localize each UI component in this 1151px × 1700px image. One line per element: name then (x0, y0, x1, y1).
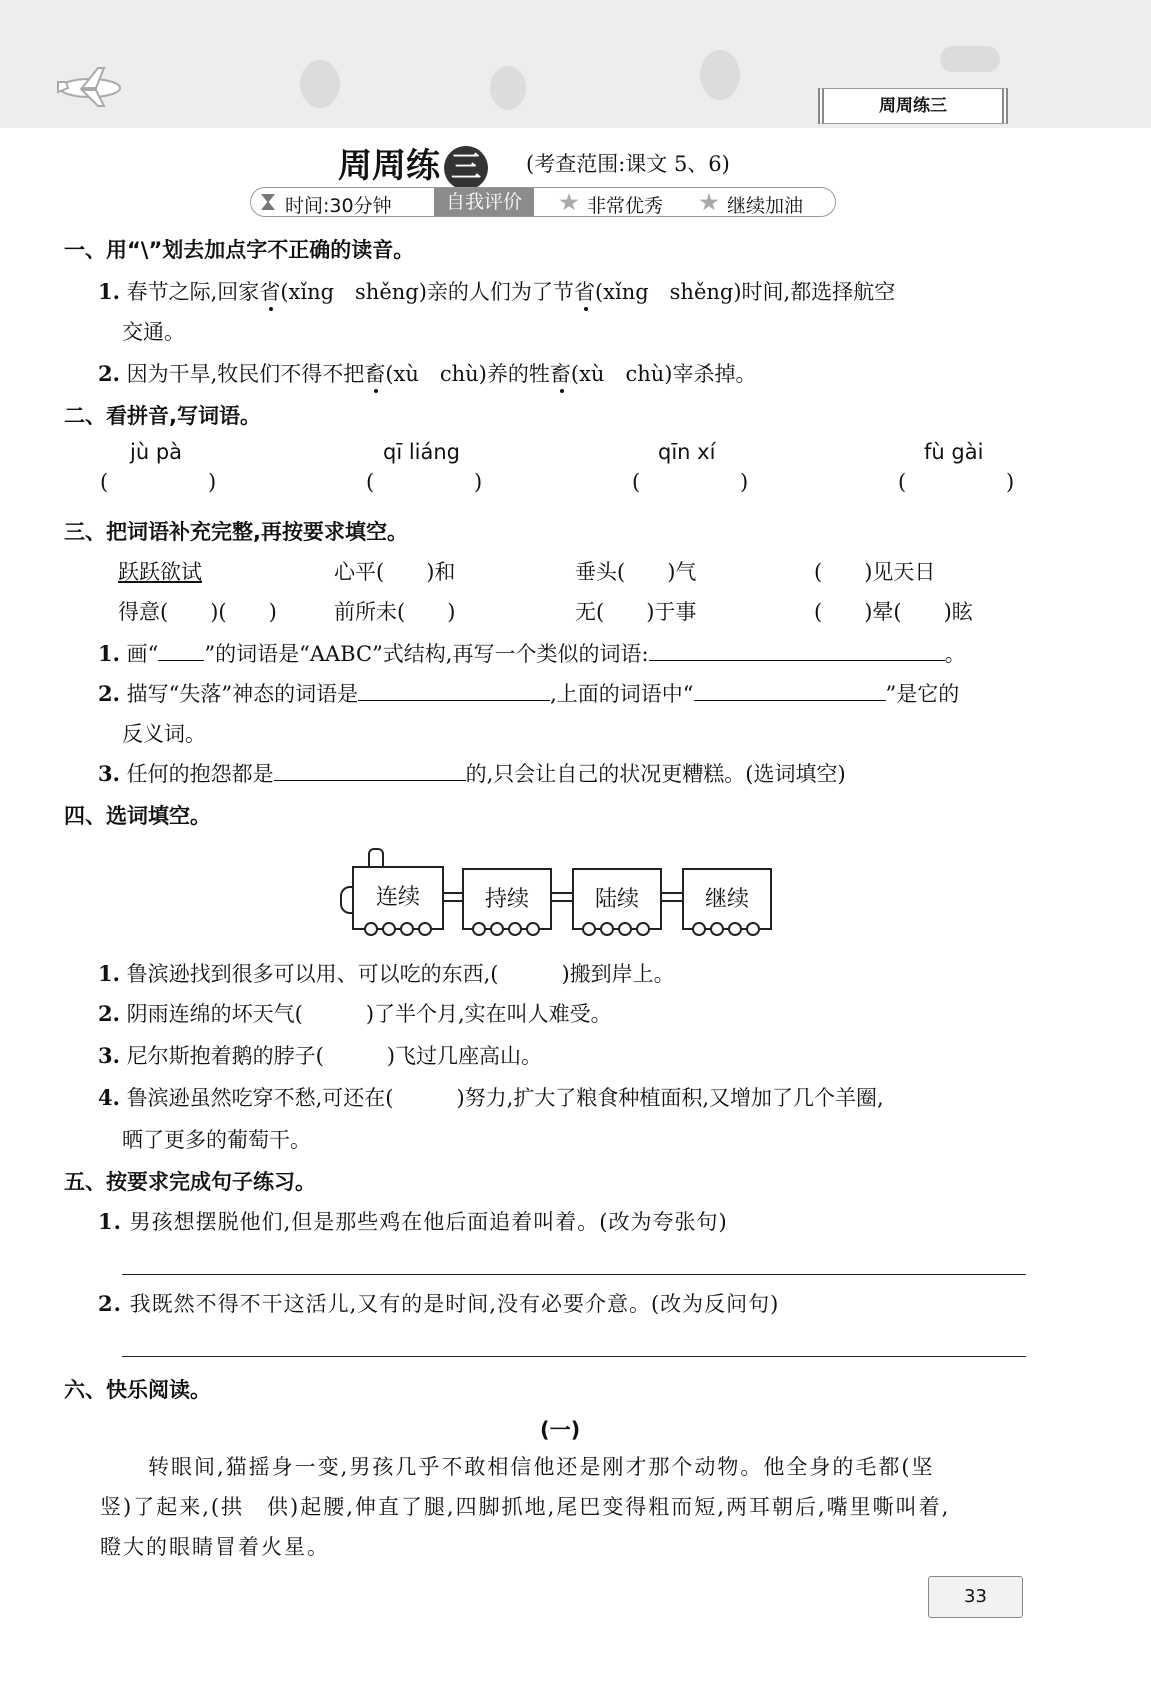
answer-blank[interactable] (358, 700, 550, 701)
s5-q1: 1. 男孩想摆脱他们,但是那些鸡在他后面追着叫着。(改为夸张句) (98, 1209, 728, 1234)
idiom-r1-4: ( )见天日 (814, 560, 936, 584)
idiom-r2-1: 得意( )( ) (118, 600, 277, 624)
underline-sample (158, 660, 204, 661)
s3-q3: 3. 任何的抱怨都是 的,只会让自己的状况更糟糕。(选词填空) (98, 761, 846, 786)
page-title (338, 138, 488, 190)
wheel-icon (692, 922, 706, 936)
answer-box-close: ) (474, 470, 483, 494)
answer-box-close: ) (740, 470, 749, 494)
reading-subheading: (一) (540, 1418, 581, 1442)
idiom-r2-4: ( )晕( )眩 (814, 600, 973, 624)
hourglass-icon (261, 194, 275, 210)
s1-q1-cont: 交通。 (122, 320, 185, 344)
wheel-icon (400, 922, 414, 936)
s3-q1: 1. 画“ ”的词语是“AABC”式结构,再写一个类似的词语: 。 (98, 641, 966, 666)
airplane-icon (52, 62, 124, 110)
idiom-r2-3: 无( )于事 (575, 600, 697, 624)
wheel-icon (710, 922, 724, 936)
header-tab: 周周练三 (818, 88, 1008, 124)
wheel-icon (490, 922, 504, 936)
eval-option-excellent[interactable]: 非常优秀 (587, 195, 664, 217)
answer-box-open: ( (898, 470, 907, 494)
s5-q2: 2. 我既然不得不干这活儿,又有的是时间,没有必要介意。(改为反问句) (98, 1291, 780, 1316)
wheel-icon (582, 922, 596, 936)
section-4-heading: 四、选词填空。 (64, 804, 211, 828)
wheel-icon (418, 922, 432, 936)
balloon-icon (700, 50, 740, 100)
train-illustration (340, 846, 780, 940)
answer-box-open: ( (100, 470, 109, 494)
idiom-r1-3: 垂头( )气 (575, 560, 697, 584)
answer-line[interactable] (122, 1274, 1026, 1275)
train-car-2: 持续 (462, 868, 552, 930)
eval-tag: 自我评价 (434, 188, 534, 216)
s4-q2: 2. 阴雨连绵的坏天气( )了半个月,实在叫人难受。 (98, 1001, 612, 1026)
answer-box-open: ( (366, 470, 375, 494)
dotted-char: 畜 (364, 362, 386, 386)
section-6-heading: 六、快乐阅读。 (64, 1378, 211, 1402)
wheel-icon (636, 922, 650, 936)
answer-line[interactable] (122, 1356, 1026, 1357)
wheel-icon (746, 922, 760, 936)
section-5-heading: 五、按要求完成句子练习。 (64, 1170, 316, 1194)
train-car-4: 继续 (682, 868, 772, 930)
answer-blank[interactable] (694, 700, 886, 701)
title-text: 周周练 (338, 146, 440, 186)
reading-line-3: 瞪大的眼睛冒着火星。 (100, 1535, 330, 1559)
balloon-icon (490, 66, 526, 110)
answer-box-close: ) (208, 470, 217, 494)
train-connector (552, 892, 572, 902)
answer-box-open: ( (632, 470, 641, 494)
title-number-badge: 三 (444, 146, 488, 190)
wheel-icon (618, 922, 632, 936)
wheel-icon (364, 922, 378, 936)
balloon-icon (300, 60, 340, 108)
wheel-icon (472, 922, 486, 936)
star-icon (559, 193, 579, 212)
wheel-icon (728, 922, 742, 936)
pinyin-4: fù gài (924, 440, 984, 464)
answer-blank[interactable] (649, 660, 945, 661)
section-1-heading: 一、用“\”划去加点字不正确的读音。 (64, 238, 415, 262)
cloud-icon (940, 46, 1000, 72)
reading-line-1: 转眼间,猫摇身一变,男孩几乎不敢相信他还是刚才那个动物。他全身的毛都(坚 (148, 1455, 935, 1479)
idiom-r1-1: 跃跃欲试 (118, 560, 202, 584)
idiom-r1-2: 心平( )和 (334, 560, 456, 584)
evaluation-bar (250, 187, 836, 217)
s4-q4: 4. 鲁滨逊虽然吃穿不愁,可还在( )努力,扩大了粮食种植面积,又增加了几个羊圈, (98, 1085, 884, 1110)
s3-q2-cont: 反义词。 (122, 722, 206, 746)
eval-time: 时间:30分钟 (285, 195, 392, 217)
wheel-icon (600, 922, 614, 936)
dotted-char: 省 (259, 280, 281, 304)
pinyin-1: jù pà (130, 440, 183, 464)
answer-blank[interactable] (274, 780, 466, 781)
s3-q2: 2. 描写“失落”神态的词语是 ,上面的词语中“ ”是它的 (98, 681, 960, 706)
s1-q2: 2. 因为干旱,牧民们不得不把畜(xù chù)养的牲畜(xù chù)宰杀掉。 (98, 361, 757, 386)
idiom-r2-2: 前所未( ) (334, 600, 456, 624)
train-car-1: 连续 (352, 866, 444, 930)
eval-option-keep-going[interactable]: 继续加油 (727, 195, 804, 217)
section-2-heading: 二、看拼音,写词语。 (64, 404, 261, 428)
s4-q4-cont: 晒了更多的葡萄干。 (122, 1128, 311, 1152)
dotted-char: 畜 (549, 362, 571, 386)
star-icon (699, 193, 719, 212)
s4-q3: 3. 尼尔斯抱着鹅的脖子( )飞过几座高山。 (98, 1043, 543, 1068)
wheel-icon (526, 922, 540, 936)
dotted-char: 省 (573, 280, 595, 304)
reading-line-2: 竖)了起来,(拱 供)起腰,伸直了腿,四脚抓地,尾巴变得粗而短,两耳朝后,嘴里嘶叫着, (100, 1495, 951, 1519)
title-scope: (考查范围:课文 5、6) (526, 152, 730, 176)
section-3-heading: 三、把词语补充完整,再按要求填空。 (64, 520, 408, 544)
page-number: 33 (928, 1576, 1023, 1618)
wheel-icon (382, 922, 396, 936)
pinyin-3: qīn xí (658, 440, 716, 464)
wheel-icon (508, 922, 522, 936)
train-connector (444, 892, 462, 902)
train-car-3: 陆续 (572, 868, 662, 930)
train-connector (662, 892, 682, 902)
answer-box-close: ) (1006, 470, 1015, 494)
s1-q1: 1. 春节之际,回家省(xǐng shěng)亲的人们为了节省(xǐng shěng)时间,都选择航空 (98, 279, 896, 304)
pinyin-2: qī liáng (383, 440, 461, 464)
s4-q1: 1. 鲁滨逊找到很多可以用、可以吃的东西,( )搬到岸上。 (98, 961, 675, 986)
